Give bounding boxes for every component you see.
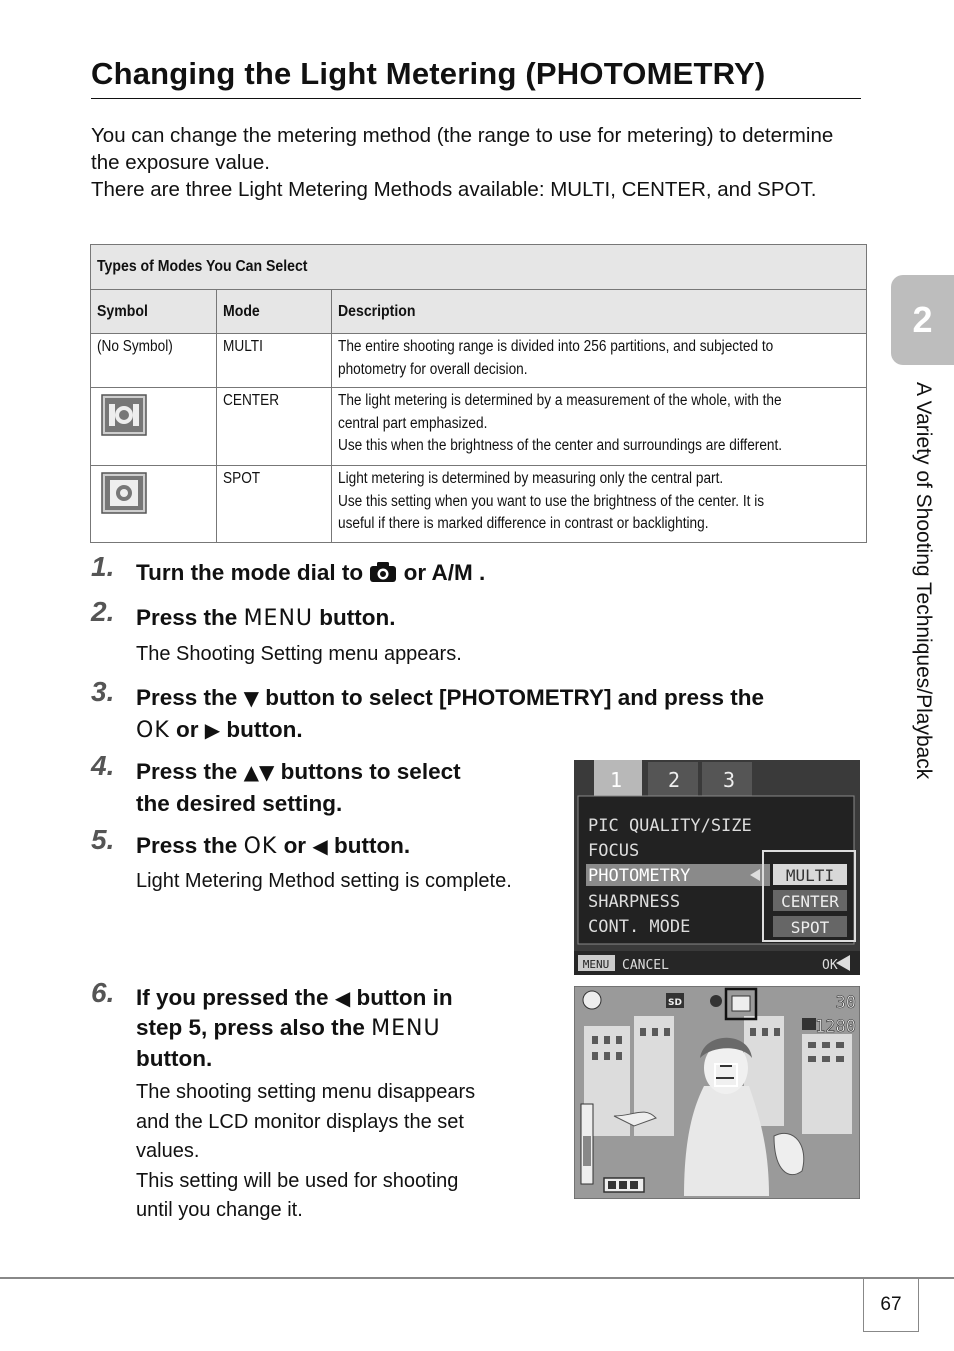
cancel-label: CANCEL — [622, 958, 669, 973]
down-arrow-icon: ▼ — [243, 686, 259, 710]
step-5-result: Light Metering Method setting is complete. — [136, 870, 512, 892]
step-number: 1. — [91, 551, 115, 582]
step-6-result: The shooting setting menu disappears and the LCD monitor displays the set values. This setting will be used for shooting until you change it. — [136, 1081, 476, 1221]
menu-screen-image — [574, 760, 860, 975]
mode-cell: SPOT — [217, 466, 332, 543]
step-number: 6. — [91, 977, 115, 1008]
column-header-mode: Mode — [217, 290, 332, 334]
symbol-cell — [91, 388, 217, 466]
chapter-tab: 2 — [891, 275, 954, 365]
image-size: 1280 — [815, 1017, 856, 1037]
table-caption: Types of Modes You Can Select — [91, 245, 867, 290]
menu-tab: 3 — [722, 768, 736, 792]
center-metering-icon — [101, 394, 147, 436]
chapter-title: A Variety of Shooting Techniques/Playback — [912, 382, 935, 780]
step-number: 2. — [91, 596, 115, 627]
right-arrow-icon: ▶ — [204, 718, 221, 742]
step-number: 3. — [91, 676, 115, 707]
description-cell: The entire shooting range is divided into 256 partitions, and subjected to photometry for overall decision. — [332, 334, 867, 388]
mode-cell: MULTI — [217, 334, 332, 388]
table-row — [91, 388, 867, 466]
step-number: 4. — [91, 750, 115, 781]
footer-rule — [0, 1277, 954, 1279]
menu-item-selected: PHOTOMETRY — [588, 866, 691, 886]
left-arrow-icon: ◀ — [312, 834, 328, 858]
column-header-description: Description — [332, 290, 867, 334]
menu-item: FOCUS — [588, 841, 640, 861]
column-header-symbol: Symbol — [91, 290, 217, 334]
ok-label: OK — [822, 958, 838, 973]
spot-metering-icon — [101, 472, 147, 514]
option-spot: SPOT — [790, 918, 830, 937]
menu-key-label: MENU — [243, 606, 314, 631]
option-center: CENTER — [781, 892, 839, 911]
symbol-cell — [91, 466, 217, 543]
menu-key-label: MENU — [582, 958, 610, 971]
shots-remaining: 30 — [835, 993, 856, 1013]
menu-tab: 2 — [667, 768, 681, 792]
intro-text — [91, 122, 851, 203]
intro-paragraph: There are three Light Metering Methods available: MULTI, CENTER, and SPOT. — [91, 178, 817, 201]
table-row — [91, 334, 867, 388]
menu-tab: 1 — [609, 768, 623, 792]
lcd-monitor-image — [574, 986, 860, 1199]
step-number: 5. — [91, 824, 115, 855]
description-cell: Light metering is determined by measuring only the central part. Use this setting when you want to use the brightness of the center. It is useful if there is marked difference in contrast or backlighting. — [332, 466, 867, 543]
intro-paragraph: You can change the metering method (the range to use for metering) to determine the exposure value. — [91, 124, 834, 174]
mode-cell: CENTER — [217, 388, 332, 466]
page-title: Changing the Light Metering (PHOTOMETRY) — [91, 56, 861, 99]
ok-key-label: OK — [243, 834, 278, 859]
option-multi: MULTI — [785, 866, 835, 885]
menu-key-label: MENU — [371, 1016, 441, 1041]
table-row — [91, 466, 867, 543]
menu-item: CONT. MODE — [588, 917, 691, 937]
up-down-arrows-icon: ▲▼ — [243, 760, 275, 784]
sd-card-icon: SD — [668, 998, 682, 1008]
description-cell: The light metering is determined by a measurement of the whole, with the central part emphasized. Use this when the brightness of the center and surroundings are different. — [332, 388, 867, 466]
symbol-cell: (No Symbol) — [91, 334, 217, 388]
ok-key-label: OK — [136, 718, 170, 743]
page-number: 67 — [863, 1277, 919, 1332]
step-2-result: The Shooting Setting menu appears. — [136, 643, 462, 665]
camera-icon — [369, 561, 397, 583]
left-arrow-icon: ◀ — [334, 986, 351, 1010]
modes-table — [90, 244, 867, 543]
menu-item: PIC QUALITY/SIZE — [588, 816, 752, 836]
menu-item: SHARPNESS — [588, 892, 681, 912]
